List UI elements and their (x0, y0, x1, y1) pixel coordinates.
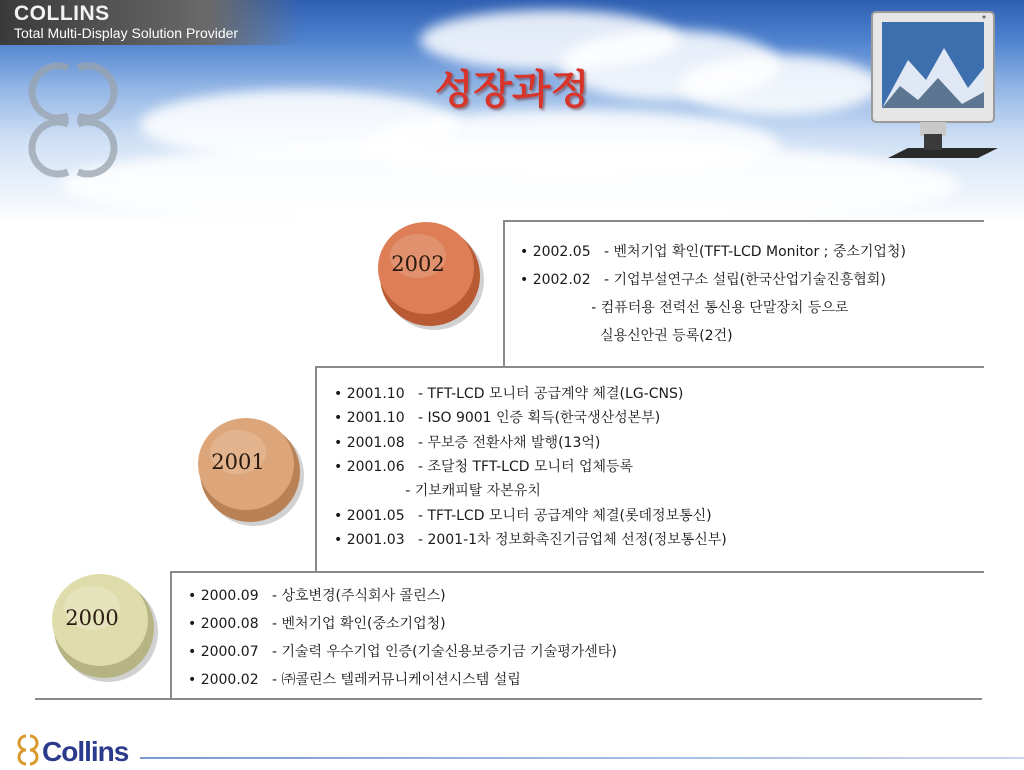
year-label-2001: 2001 (211, 450, 265, 474)
lcd-monitor-icon (868, 8, 1008, 168)
brand-name: COLLINS (14, 2, 110, 25)
header-banner (0, 0, 1024, 225)
footer-rule (140, 757, 1024, 759)
milestone-2000-2: • 2000.08 - 벤처기업 확인(중소기업청) (188, 616, 446, 632)
milestone-2001-7: • 2001.03 - 2001-1차 정보화촉진기금업체 선정(정보통신부) (334, 532, 727, 548)
brand-bar (0, 0, 300, 45)
milestone-2000-4: • 2000.02 - ㈜콜린스 텔레커뮤니케이션시스템 설립 (188, 672, 521, 688)
year-label-2002: 2002 (391, 252, 445, 276)
milestone-2001-5: - 기보캐피탈 자본유치 (334, 483, 541, 499)
year-disc-2001 (192, 412, 308, 528)
page-title: 성장과정 (434, 66, 590, 113)
milestone-2001-2: • 2001.10 - ISO 9001 인증 획득(한국생산성본부) (334, 410, 661, 426)
footer-logo (12, 732, 142, 770)
milestone-2001-6: • 2001.05 - TFT-LCD 모니터 공급계약 체결(롯데정보통신) (334, 508, 712, 524)
collins-mark-icon (19, 736, 37, 764)
milestone-2002-3: - 컴퓨터용 전력선 통신용 단말장치 등으로 (520, 300, 849, 316)
timeline-baseline (35, 698, 982, 700)
milestone-2000-3: • 2000.07 - 기술력 우수기업 인증(기술신용보증기금 기술평가센타) (188, 644, 617, 660)
milestone-2001-3: • 2001.08 - 무보증 전환사채 발행(13억) (334, 435, 601, 451)
milestone-2002-4: 실용신안권 등록(2건) (520, 328, 733, 344)
milestone-2002-2: • 2002.02 - 기업부설연구소 설립(한국산업기술진흥협회) (520, 272, 886, 288)
milestone-2000-1: • 2000.09 - 상호변경(주식회사 콜린스) (188, 588, 446, 604)
year-disc-2002 (372, 216, 488, 332)
milestone-2001-1: • 2001.10 - TFT-LCD 모니터 공급계약 체결(LG-CNS) (334, 386, 684, 402)
brand-tagline: Total Multi-Display Solution Provider (14, 25, 239, 41)
year-label-2000: 2000 (65, 606, 119, 630)
year-disc-2000 (46, 568, 162, 684)
milestone-2001-4: • 2001.06 - 조달청 TFT-LCD 모니터 업체등록 (334, 459, 634, 475)
milestone-2002-1: • 2002.05 - 벤처기업 확인(TFT-LCD Monitor ; 중소기업청) (520, 244, 906, 260)
footer-logo-text: Collins (42, 736, 129, 766)
